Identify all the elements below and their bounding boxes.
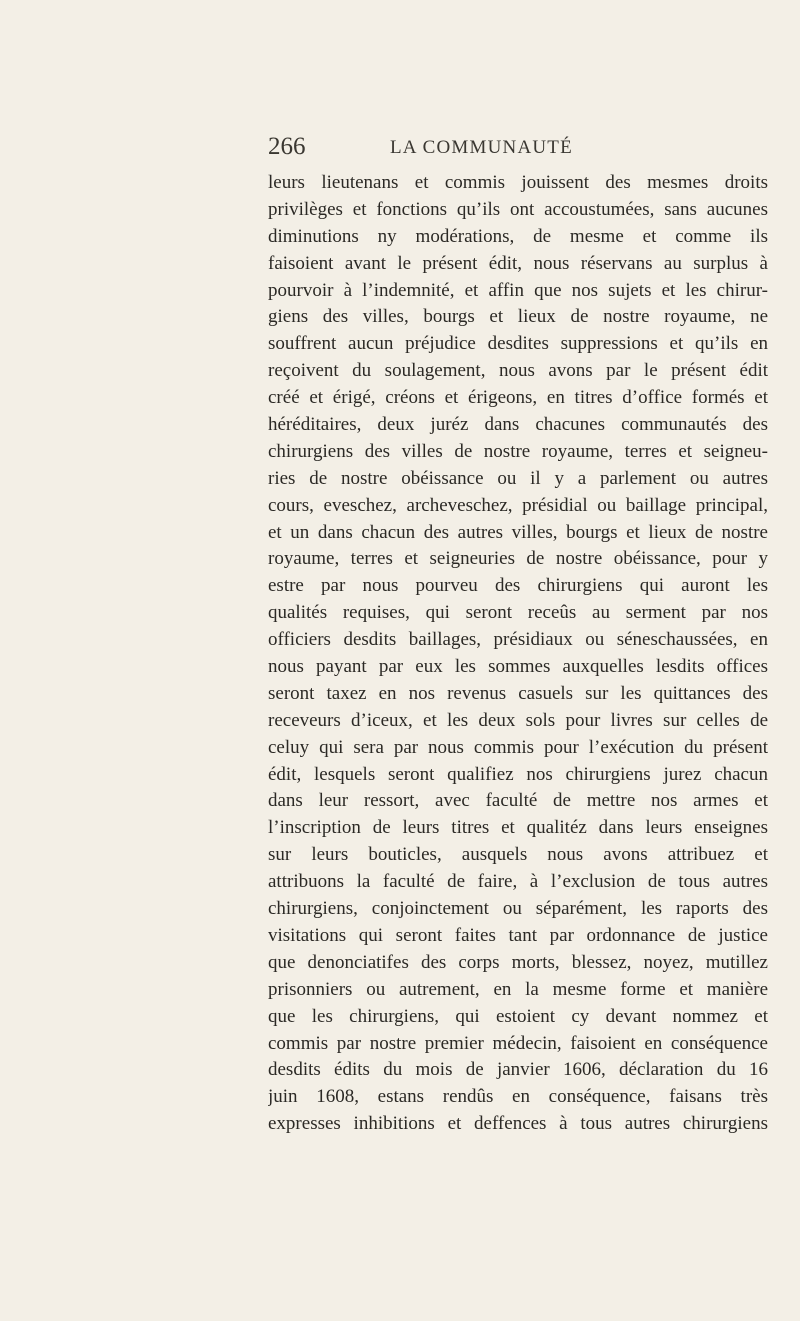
text-line: chirurgiens, conjoinctement ou séparément, les raports des bbox=[268, 898, 768, 920]
text-line: faisoient avant le présent édit, nous réservans au surplus à bbox=[268, 252, 768, 274]
text-line: desdits édits du mois de janvier 1606, déclaration du 16 bbox=[268, 1059, 768, 1081]
text-line: sur leurs bouticles, ausquels nous avons attribuez et bbox=[268, 844, 768, 866]
text-line: royaume, terres et seigneuries de nostre obéissance, pour y bbox=[268, 548, 768, 570]
text-line: juin 1608, estans rendûs en conséquence, faisans très bbox=[268, 1086, 768, 1108]
text-line: souffrent aucun préjudice desdites suppressions et qu’ils en bbox=[268, 333, 768, 355]
text-line: privilèges et fonctions qu’ils ont accoustumées, sans aucunes bbox=[268, 198, 768, 220]
text-line: l’inscription de leurs titres et qualitéz dans leurs enseignes bbox=[268, 817, 768, 839]
text-line: nous payant par eux les sommes auxquelles lesdits offices bbox=[268, 656, 768, 678]
text-line: que les chirurgiens, qui estoient cy devant nommez et bbox=[268, 1005, 768, 1027]
text-line: commis par nostre premier médecin, faisoient en conséquence bbox=[268, 1032, 768, 1054]
text-line: chirurgiens des villes de nostre royaume, terres et seigneu- bbox=[268, 440, 768, 462]
text-line: attribuons la faculté de faire, à l’exclusion de tous autres bbox=[268, 871, 768, 893]
text-line: leurs lieutenans et commis jouissent des mesmes droits bbox=[268, 172, 768, 193]
text-line: estre par nous pourveu des chirurgiens qui auront les bbox=[268, 575, 768, 597]
text-line: cours, eveschez, archeveschez, présidial ou baillage principal, bbox=[268, 494, 768, 516]
text-line: édit, lesquels seront qualifiez nos chirurgiens jurez chacun bbox=[268, 763, 768, 785]
text-line: héréditaires, deux juréz dans chacunes communautés des bbox=[268, 414, 768, 436]
text-line: receveurs d’iceux, et les deux sols pour livres sur celles de bbox=[268, 709, 768, 731]
text-line: officiers desdits baillages, présidiaux ou séneschaussées, en bbox=[268, 629, 768, 651]
text-line: créé et érigé, créons et érigeons, en titres d’office formés et bbox=[268, 387, 768, 409]
text-line: prisonniers ou autrement, en la mesme forme et manière bbox=[268, 978, 768, 1000]
text-line: qualités requises, qui seront receûs au serment par nos bbox=[268, 602, 768, 624]
text-line: giens des villes, bourgs et lieux de nostre royaume, ne bbox=[268, 306, 768, 328]
text-line: que denonciatifes des corps morts, blessez, noyez, mutillez bbox=[268, 951, 768, 973]
text-line: seront taxez en nos revenus casuels sur les quittances des bbox=[268, 682, 768, 704]
text-line: visitations qui seront faites tant par ordonnance de justice bbox=[268, 924, 768, 946]
running-title: LA COMMUNAUTÉ bbox=[390, 137, 573, 158]
text-line: expresses inhibitions et deffences à tous autres chirurgiens bbox=[268, 1113, 768, 1135]
text-line: reçoivent du soulagement, nous avons par le présent édit bbox=[268, 360, 768, 382]
text-line: pourvoir à l’indemnité, et affin que nos sujets et les chirur- bbox=[268, 279, 768, 301]
text-line: et un dans chacun des autres villes, bourgs et lieux de nostre bbox=[268, 521, 768, 543]
page-number: 266 bbox=[268, 133, 306, 160]
text-line: ries de nostre obéissance ou il y a parlement ou autres bbox=[268, 467, 768, 489]
text-line: dans leur ressort, avec faculté de mettre nos armes et bbox=[268, 790, 768, 812]
body-text bbox=[268, 170, 768, 1138]
text-line: celuy qui sera par nous commis pour l’exécution du présent bbox=[268, 736, 768, 758]
text-line: diminutions ny modérations, de mesme et comme ils bbox=[268, 225, 768, 247]
